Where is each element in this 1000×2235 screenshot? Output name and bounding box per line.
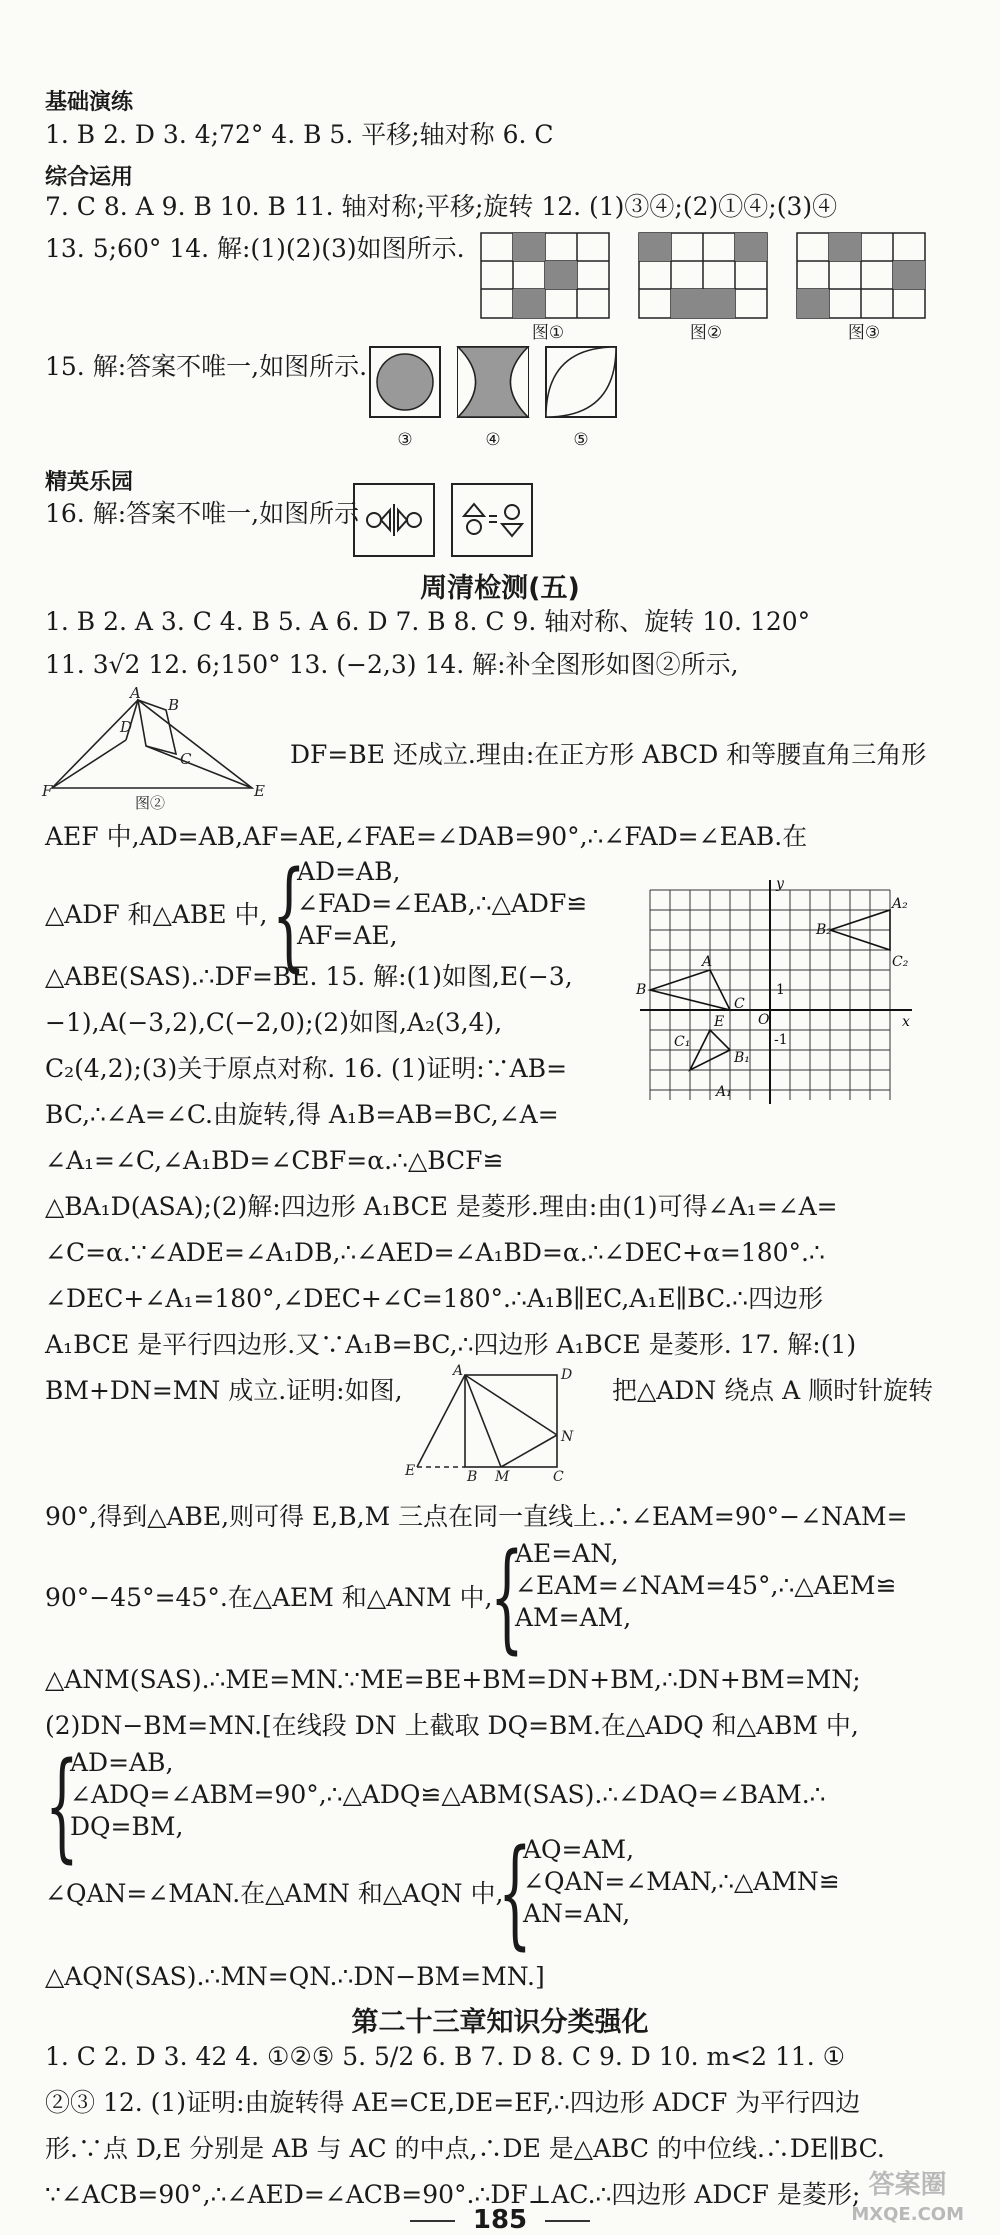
brace: { — [45, 1736, 79, 1874]
triangle-figure — [40, 684, 265, 813]
axis-x: x — [902, 1014, 910, 1030]
label-D: D — [120, 718, 133, 736]
label-A: A — [130, 684, 141, 702]
coordinate-grid — [630, 878, 920, 1108]
page-number: 185 — [0, 2205, 1000, 2235]
section-elite: 精英乐园 — [45, 470, 134, 495]
pt-C: C — [734, 996, 745, 1012]
pt-E: E — [714, 1014, 725, 1030]
label-E: E — [254, 782, 265, 800]
sq-M: M — [495, 1469, 510, 1485]
sq-C: C — [553, 1469, 564, 1485]
answer-line: ∠QAN=∠MAN.在△AMN 和△AQN 中, — [45, 1879, 504, 1908]
caption-4: ④ — [485, 430, 501, 450]
answer-line: ∵∠ACB=90°,∴∠AED=∠ACB=90°.∴DF⊥AC.∴四边形 ADCF 是菱形; — [45, 2180, 861, 2209]
answer-line: ∠A₁=∠C,∠A₁BD=∠CBF=α.∴△BCF≌ — [45, 1146, 504, 1175]
pt-C1: C₁ — [674, 1034, 691, 1050]
tick-1: 1 — [776, 982, 785, 998]
answer-line: △ANM(SAS).∴ME=MN.∵ME=BE+BM=DN+BM,∴DN+BM=MN; — [45, 1665, 861, 1694]
answer-line: △ADF 和△ABE 中, — [45, 900, 268, 929]
pt-B2: B₂ — [816, 922, 832, 938]
answer-line: 把△ADN 绕点 A 顺时针旋转 — [612, 1376, 934, 1405]
answer-line: △AQN(SAS).∴MN=QN.∴DN−BM=MN.] — [45, 1962, 545, 1991]
axis-y: y — [776, 876, 784, 892]
answer-line: △ABE(SAS).∴DF=BE. 15. 解:(1)如图,E(−3, — [45, 962, 573, 991]
answer-line: 1. B 2. A 3. C 4. B 5. A 6. D 7. B 8. C 9. 轴对称、旋转 10. 120° — [45, 607, 811, 636]
label-B: B — [168, 696, 180, 714]
answer-line: 形.∵点 D,E 分别是 AB 与 AC 的中点,∴DE 是△ABC 的中位线.∴DE∥BC. — [45, 2134, 885, 2163]
pt-A2: A₂ — [892, 896, 908, 912]
answer-line: ∠C=α.∵∠ADE=∠A₁DB,∴∠AED=∠A₁BD=α.∴∠DEC+α=180°.∴ — [45, 1238, 825, 1267]
pt-B1: B₁ — [734, 1050, 750, 1066]
answer-line: C₂(4,2);(3)关于原点对称. 16. (1)证明:∵AB= — [45, 1054, 568, 1083]
sq-B: B — [467, 1469, 478, 1485]
label-F: F — [42, 782, 53, 800]
brace: { — [498, 1823, 532, 1961]
symmetry-figures — [368, 345, 648, 425]
answer-line: BC,∴∠A=∠C.由旋转,得 A₁B=AB=BC,∠A= — [45, 1100, 559, 1129]
brace: { — [490, 1527, 524, 1665]
answer-line: A₁BCE 是平行四边形.又∵A₁B=BC,∴四边形 A₁BCE 是菱形. 17. 解:(1) — [45, 1330, 857, 1359]
caption-fig1: 图① — [531, 323, 565, 343]
pt-C2: C₂ — [892, 954, 909, 970]
equation-system-3: AD=AB, ∠ADQ=∠ABM=90°,∴△ADQ≌△ABM(SAS).∴∠DAQ=∠BAM.∴ DQ=BM, — [70, 1748, 826, 1841]
section-comprehensive: 综合运用 — [45, 165, 134, 190]
answer-line: DF=BE 还成立.理由:在正方形 ABCD 和等腰直角三角形 — [290, 740, 927, 769]
answer-line: 1. B 2. D 3. 4;72° 4. B 5. 平移;轴对称 6. C — [45, 120, 554, 149]
chapter-title: 第二十三章知识分类强化 — [351, 2007, 649, 2038]
caption-3: ③ — [397, 430, 413, 450]
label-C: C — [180, 750, 192, 768]
answer-line: −1),A(−3,2),C(−2,0);(2)如图,A₂(3,4), — [45, 1008, 503, 1037]
symbol-figures — [352, 482, 552, 562]
answer-line: ∠DEC+∠A₁=180°,∠DEC+∠C=180°.∴A₁B∥EC,A₁E∥BC.∴四边形 — [45, 1284, 824, 1313]
answer-line: 90°,得到△ABE,则可得 E,B,M 三点在同一直线上.∴∠EAM=90°−∠NAM= — [45, 1502, 908, 1531]
answer-line: △BA₁D(ASA);(2)解:四边形 A₁BCE 是菱形.理由:由(1)可得∠A₁=∠A= — [45, 1192, 838, 1221]
pt-A1: A₁ — [716, 1084, 732, 1100]
answer-line: 11. 3√2 12. 6;150° 13. (−2,3) 14. 解:补全图形如图②所示, — [45, 650, 739, 679]
answer-line: 15. 解:答案不唯一,如图所示. — [45, 352, 368, 381]
caption-5: ⑤ — [573, 430, 589, 450]
equation-system-4: AQ=AM, ∠QAN=∠MAN,∴△AMN≌ AN=AN, — [523, 1835, 840, 1928]
answer-line: AEF 中,AD=AB,AF=AE,∠FAE=∠DAB=90°,∴∠FAD=∠EAB.在 — [45, 822, 808, 851]
pt-B: B — [636, 982, 647, 998]
sq-D: D — [561, 1367, 573, 1383]
pt-A: A — [702, 954, 713, 970]
watermark-logo: 答案圈 MXQE.COM — [851, 2170, 964, 2225]
sq-A: A — [453, 1363, 464, 1379]
caption-fig3: 图③ — [847, 323, 881, 343]
section-basic: 基础演练 — [45, 90, 134, 115]
tick-neg1: -1 — [774, 1032, 788, 1048]
answer-line: BM+DN=MN 成立.证明:如图, — [45, 1376, 403, 1405]
equation-system-2: AE=AN, ∠EAM=∠NAM=45°,∴△AEM≌ AM=AM, — [515, 1539, 897, 1632]
equation-system-1: AD=AB, ∠FAD=∠EAB,∴△ADF≌ AF=AE, — [297, 857, 588, 950]
tri-caption: 图② — [135, 794, 166, 812]
answer-line: 16. 解:答案不唯一,如图所示 — [45, 499, 360, 528]
answer-line: ②③ 12. (1)证明:由旋转得 AE=CE,DE=EF,∴四边形 ADCF 为平行四边 — [45, 2088, 861, 2117]
square-figure — [405, 1365, 605, 1483]
weekly-test-title: 周清检测(五) — [420, 573, 580, 604]
answer-line: 90°−45°=45°.在△AEM 和△ANM 中, — [45, 1583, 493, 1612]
sq-N: N — [561, 1429, 574, 1445]
brace: { — [272, 845, 306, 983]
answer-line: (2)DN−BM=MN.[在线段 DN 上截取 DQ=BM.在△ADQ 和△ABM 中, — [45, 1711, 859, 1740]
answer-line: 1. C 2. D 3. 42 4. ①②⑤ 5. 5/2 6. B 7. D 8. C 9. D 10. m<2 11. ① — [45, 2042, 846, 2071]
answer-line: 13. 5;60° 14. 解:(1)(2)(3)如图所示. — [45, 234, 465, 263]
caption-fig2: 图② — [689, 323, 723, 343]
answer-line: 7. C 8. A 9. B 10. B 11. 轴对称;平移;旋转 12. (1)③④;(2)①④;(3)④ — [45, 192, 838, 221]
sq-E: E — [405, 1463, 416, 1479]
origin: O — [758, 1012, 770, 1028]
